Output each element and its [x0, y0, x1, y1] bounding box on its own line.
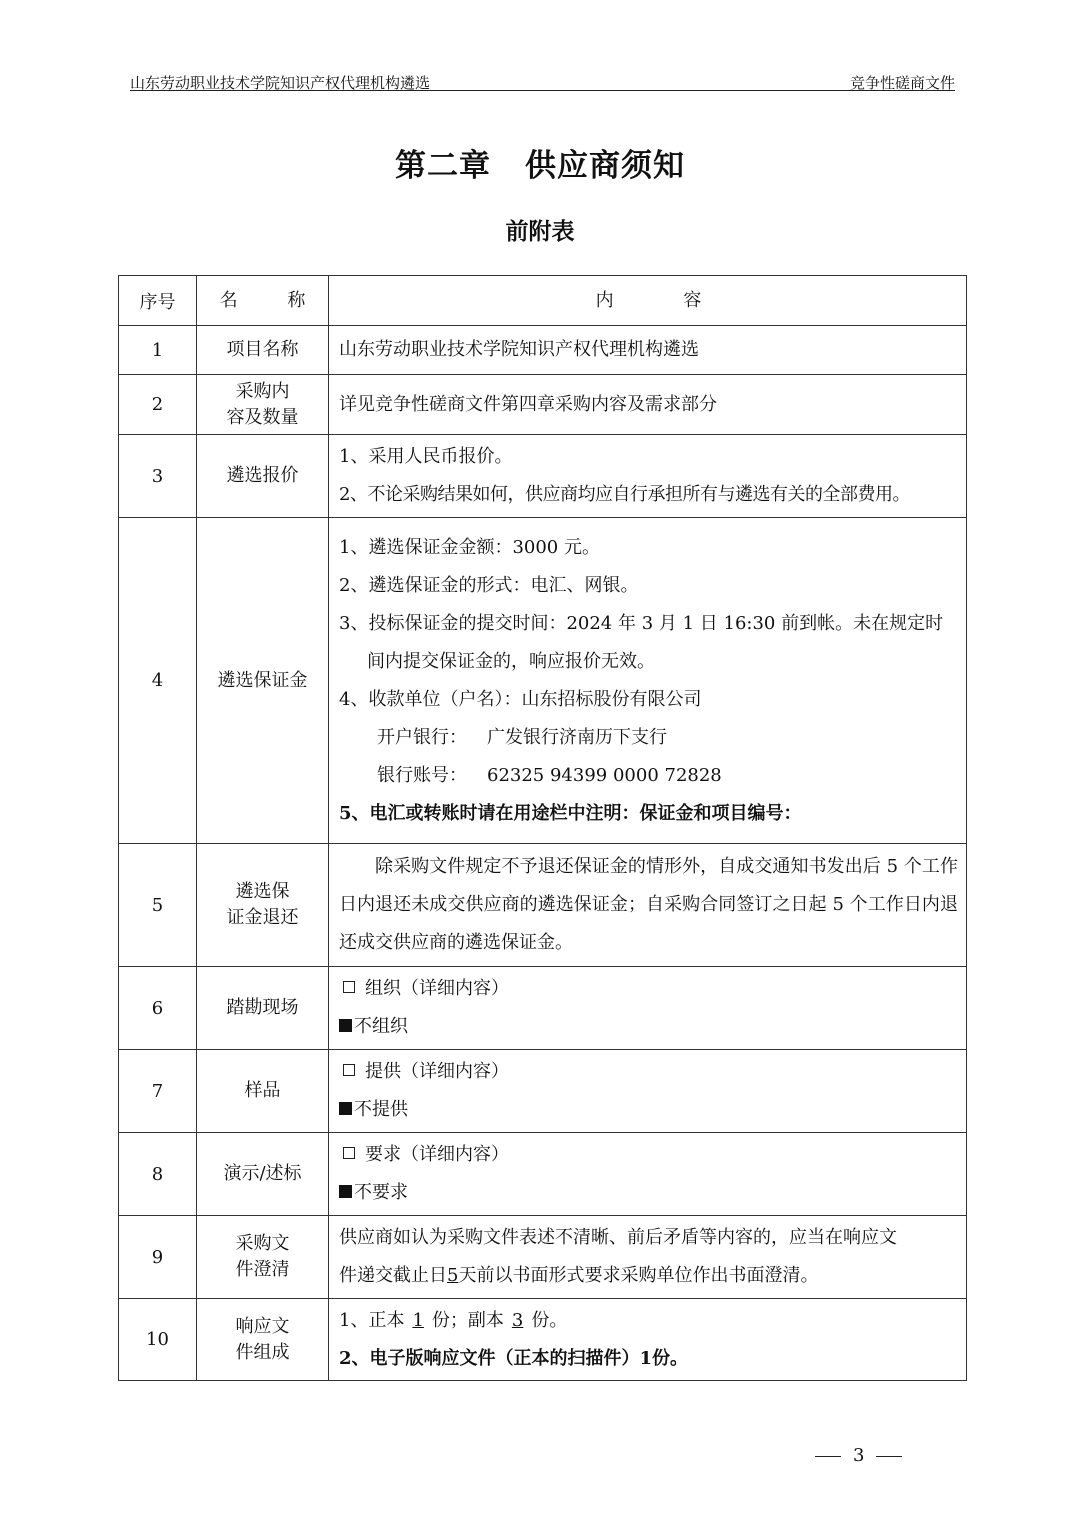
table-row — [119, 435, 967, 518]
row-name: 遴选报价 — [197, 435, 329, 518]
row-content-line: 供应商如认为采购文件表述不清晰、前后矛盾等内容的，应当在响应文 — [339, 1227, 897, 1248]
table-row — [119, 1133, 967, 1216]
header-project-title: 山东劳动职业技术学院知识产权代理机构遴选 — [130, 74, 431, 92]
account-value: 62325 94399 0000 72828 — [487, 764, 722, 786]
row-no: 1 — [119, 326, 197, 375]
dash-decoration — [876, 1456, 902, 1457]
row-no: 10 — [119, 1299, 197, 1381]
page-header — [130, 70, 955, 91]
option-label: 不提供 — [354, 1099, 408, 1120]
table-row — [119, 967, 967, 1050]
bank-line — [339, 719, 958, 757]
row-no: 6 — [119, 967, 197, 1050]
original-count: 1 — [412, 1309, 424, 1331]
row-content-line: 3、投标保证金的提交时间：2024 年 3 月 1 日 16:30 前到帐。未在规定时 — [339, 612, 944, 634]
option-label: 提供（详细内容） — [365, 1061, 509, 1082]
account-label: 银行账号： — [377, 764, 467, 786]
table-title: 前附表 — [505, 218, 575, 245]
row-content-line: 间内提交保证金的，响应报价无效。 — [367, 650, 655, 672]
row-content-paragraph: 除采购文件规定不予退还保证金的情形外，自成交通知书发出后 5 个工作日内退还未成交供应商的遴选保证金；自采购合同签订之日起 5 个工作日内退还成交供应商的遴选保证金。 — [339, 856, 958, 953]
bank-label: 开户银行： — [377, 726, 467, 748]
bank-value: 广发银行济南历下支行 — [487, 726, 667, 748]
text-segment: 份。 — [531, 1309, 568, 1331]
row-no: 7 — [119, 1050, 197, 1133]
text-segment: 份；副本 — [431, 1309, 504, 1331]
row-name: 演示/述标 — [197, 1133, 329, 1216]
row-name-line: 采购内 — [235, 380, 290, 402]
table-row — [119, 1216, 967, 1299]
row-name: 项目名称 — [197, 326, 329, 375]
empty-checkbox-icon — [343, 1064, 355, 1076]
row-name-line: 遴选保 — [235, 881, 290, 902]
chapter-title — [0, 140, 1080, 185]
row-no: 8 — [119, 1133, 197, 1216]
row-name-line: 件组成 — [235, 1341, 290, 1363]
table-row — [119, 1299, 967, 1381]
row-no: 9 — [119, 1216, 197, 1299]
filled-checkbox-icon — [339, 1102, 352, 1115]
empty-checkbox-icon — [343, 981, 355, 993]
col-header-no: 序号 — [119, 276, 197, 326]
filled-checkbox-icon — [339, 1019, 352, 1032]
table-row — [119, 844, 967, 967]
row-content-line: 1、遴选保证金金额：3000 元。 — [339, 536, 600, 558]
table-row — [119, 1050, 967, 1133]
row-name: 遴选保证金 — [197, 518, 329, 844]
front-table — [118, 275, 967, 1381]
dash-decoration — [815, 1456, 841, 1457]
option-label: 不要求 — [354, 1182, 408, 1203]
table-row — [119, 518, 967, 844]
chapter-name: 供应商须知 — [525, 148, 685, 184]
text-segment: 件递交截止日 — [339, 1265, 447, 1286]
page-number-value: 3 — [853, 1445, 865, 1466]
row-name-line: 证金退还 — [226, 907, 299, 928]
text-segment: 天前以书面形式要求采购单位作出书面澄清。 — [458, 1265, 819, 1286]
row-content-line: 2、电子版响应文件（正本的扫描件）1份。 — [339, 1347, 689, 1369]
col-header-name: 名 称 — [219, 289, 328, 311]
table-header-row — [119, 276, 967, 326]
row-content-line: 1、采用人民币报价。 — [339, 446, 513, 467]
row-name: 踏勘现场 — [197, 967, 329, 1050]
row-name-line: 容及数量 — [226, 406, 299, 428]
row-content-line: 2、遴选保证金的形式：电汇、网银。 — [339, 574, 639, 596]
chapter-number: 第二章 — [395, 148, 491, 184]
row-no: 3 — [119, 435, 197, 518]
days-value: 5 — [447, 1265, 459, 1286]
row-content-line: 5、电汇或转账时请在用途栏中注明：保证金和项目编号： — [339, 802, 802, 824]
text-segment: 1、正本 — [339, 1309, 405, 1331]
table-row — [119, 375, 967, 435]
empty-checkbox-icon — [343, 1147, 355, 1159]
row-no: 5 — [119, 844, 197, 967]
row-content-line: 2、不论采购结果如何，供应商均应自行承担所有与遴选有关的全部费用。 — [339, 484, 910, 505]
col-header-content: 内 容 — [595, 289, 734, 311]
row-no: 2 — [119, 375, 197, 435]
table-row — [119, 326, 967, 375]
row-name-line: 响应文 — [235, 1315, 290, 1337]
row-name-line: 件澄清 — [235, 1259, 290, 1280]
row-content-line: 4、收款单位（户名）：山东招标股份有限公司 — [339, 688, 702, 710]
header-doc-type: 竞争性磋商文件 — [849, 74, 955, 92]
copy-count: 3 — [511, 1309, 524, 1331]
row-name-line: 采购文 — [235, 1233, 290, 1254]
option-label: 不组织 — [354, 1016, 408, 1037]
option-label: 组织（详细内容） — [365, 978, 509, 999]
row-content-line: 详见竞争性磋商文件第四章采购内容及需求部分 — [339, 393, 717, 415]
row-content-line: 山东劳动职业技术学院知识产权代理机构遴选 — [339, 339, 699, 360]
filled-checkbox-icon — [339, 1185, 352, 1198]
row-no: 4 — [119, 518, 197, 844]
page-number — [815, 1445, 902, 1466]
row-name: 样品 — [197, 1050, 329, 1133]
account-line — [339, 757, 958, 795]
option-label: 要求（详细内容） — [365, 1144, 509, 1165]
